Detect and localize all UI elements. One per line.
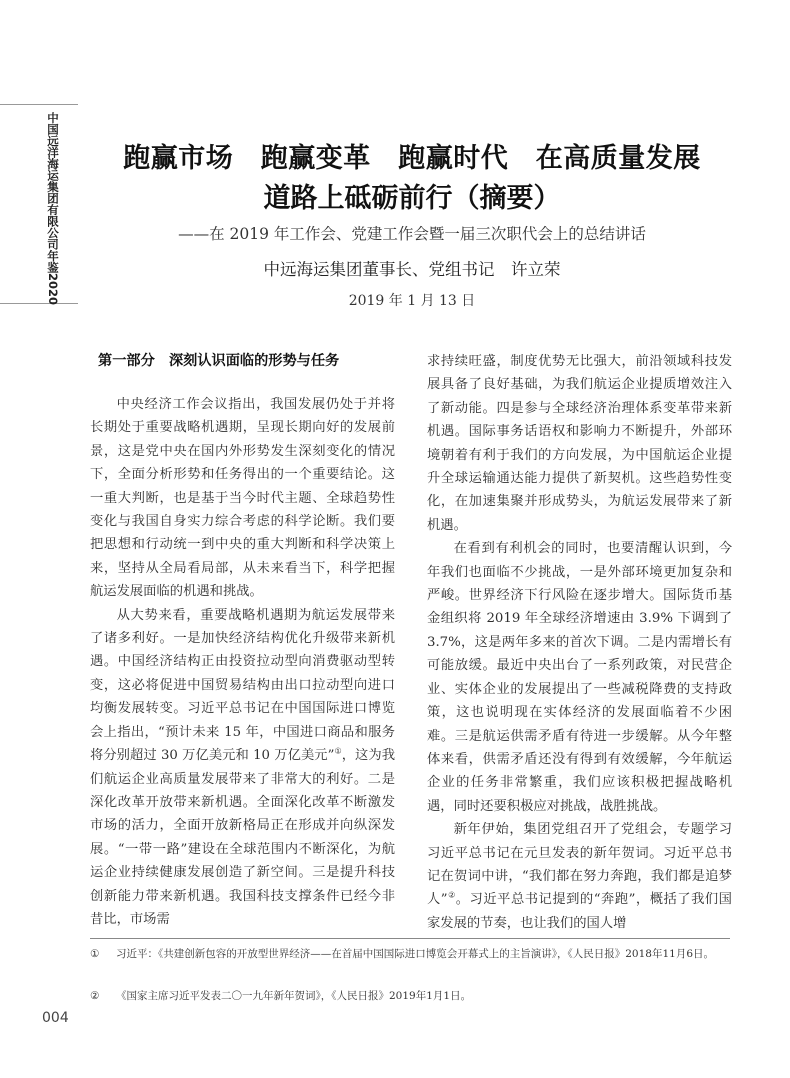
page-number: 004 bbox=[42, 1010, 69, 1026]
footnote-text: 《国家主席习近平发表二〇一九年新年贺词》，《人民日报》2019年1月1日。 bbox=[116, 990, 472, 1002]
right-column bbox=[427, 350, 732, 935]
paragraph-text: ，这为我们航运企业高质量发展带来了非常大的利好。二是深化改革开放带来新机遇。全面深化改革不断激发市场的活力，全面开放新格局正在形成并向纵深发展。“一带一路”建设在全球范围内不断深化，为航运企业持续健康发展创造了新空间。三是提升科技创新能力带来新机遇。我国科技支撑条件已经今非昔比，市场需 bbox=[90, 748, 396, 927]
yearbook-title: 中国远洋海运集团有限公司年鉴2020 bbox=[46, 112, 60, 306]
article-title-line-1: 跑赢市场 跑赢变革 跑赢时代 在高质量发展 bbox=[123, 143, 701, 174]
sidebar-rule bbox=[0, 104, 78, 304]
footnote-divider bbox=[90, 938, 730, 939]
left-column bbox=[90, 350, 395, 931]
footnote-number: ① bbox=[90, 948, 100, 960]
paragraph bbox=[90, 604, 395, 932]
sidebar bbox=[0, 0, 78, 1078]
paragraph-text: 新年伊始，集团党组召开了党组会，专题学习习近平总书记在元旦发表的新年贺词。习近平总书记在贺词中讲，“我们都在努力奔跑，我们都是追梦人” bbox=[427, 822, 732, 908]
paragraph bbox=[427, 818, 732, 935]
paragraph-text: 从大势来看，重要战略机遇期为航运发展带来了诸多利好。一是加快经济结构优化升级带来新机遇。中国经济结构正由投资拉动型向消费驱动型转变，这必将促进中国贸易结构由出口拉动型向进口均衡发展转变。习近平总书记在中国国际进口博览会上指出，“预计未来 15 年，中国进口商品和服务将分别超过 30 万亿美元和 10 万亿美元” bbox=[90, 607, 395, 764]
speech-date: 2019 年 1 月 13 日 bbox=[348, 293, 476, 309]
author-line: 中远海运集团董事长、党组书记 许立荣 bbox=[263, 260, 561, 279]
footnote-1 bbox=[90, 946, 732, 963]
paragraph-continuation: 求持续旺盛，制度优势无比强大，前沿领域科技发展具备了良好基础，为我们航运企业提质增效注入了新动能。四是参与全球经济治理体系变革带来新机遇。国际事务话语权和影响力不断提升，外部环境朝着有利于我们的方向发展，为中国航运企业提升全球运输通达能力提供了新契机。这些趋势性变化，在加速集聚并形成势头，为航运发展带来了新机遇。 bbox=[427, 354, 732, 533]
paragraph: 在看到有利机会的同时，也要清醒认识到，今年我们也面临不少挑战，一是外部环境更加复杂和严峻。世界经济下行风险在逐步增大。国际货币基金组织将 2019 年全球经济增速由 3.9% 下调到了 3.7%，这是两年多来的首次下调。二是内需增长有可能放缓。最近中央出台了一系列政策，对民营企业、实体企业的发展提出了一些减税降费的支持政策，这也说明现在实体经济的发展面临着不少困难。三是航运供需矛盾有待进一步缓解。从今年整体来看，供需矛盾还没有得到有效缓解，今年航运企业的任务非常繁重，我们应该积极把握战略机遇，同时还要积极应对挑战，战胜挑战。 bbox=[427, 541, 732, 814]
paragraph-text: 。习近平总书记提到的“奔跑”，概括了我们国家发展的节奏，也让我们的国人增 bbox=[427, 892, 732, 931]
footnote-2 bbox=[90, 988, 732, 1005]
footnote-ref-2[interactable]: ② bbox=[447, 890, 456, 900]
paragraph: 中央经济工作会议指出，我国发展仍处于并将长期处于重要战略机遇期，呈现长期向好的发展前景，这是党中央在国内外形势发生深刻变化的情况下，全面分析形势和任务得出的一个重要结论。这一重大判断，也是基于当今时代主题、全球趋势性变化与我国自身实力综合考虑的科学论断。我们要把思想和行动统一到中央的重大判断和科学决策上来，坚持从全局看局部，从未来看当下，科学把握航运发展面临的机遇和挑战。 bbox=[90, 397, 395, 600]
article-subtitle: ——在 2019 年工作会、党建工作会暨一届三次职代会上的总结讲话 bbox=[178, 225, 646, 243]
footnote-ref-1[interactable]: ① bbox=[334, 746, 342, 756]
article-title-line-2: 道路上砥砺前行（摘要） bbox=[263, 183, 561, 214]
footnote-text: 习近平：《共建创新包容的开放型世界经济——在首届中国国际进口博览会开幕式上的主旨演讲》，《人民日报》2018年11月6日。 bbox=[116, 948, 715, 960]
section-heading: 第一部分 深刻认识面临的形势与任务 bbox=[98, 353, 340, 369]
footnote-number: ② bbox=[90, 990, 100, 1002]
